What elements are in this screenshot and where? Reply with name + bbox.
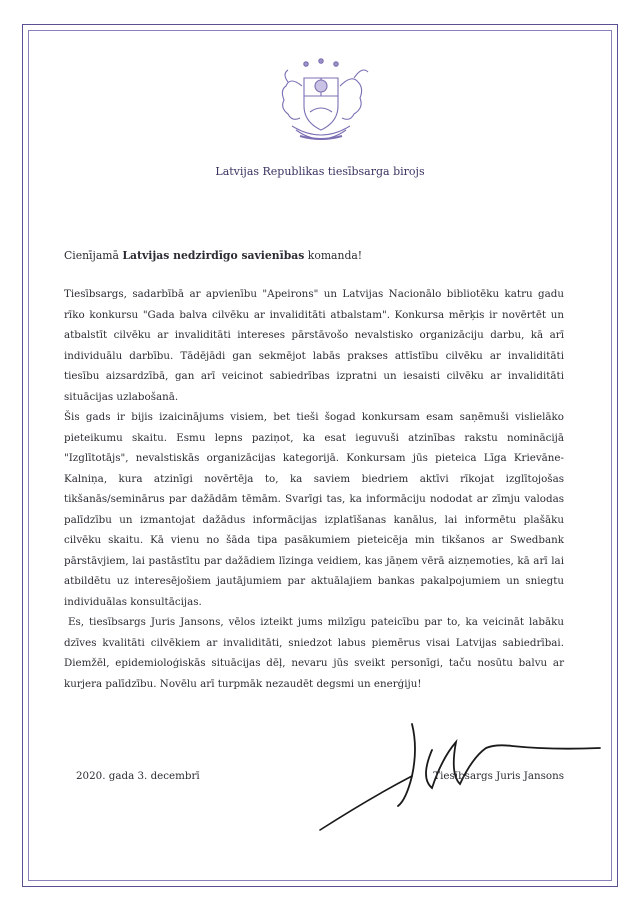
paragraph-1: Tiesībsargs, sadarbībā ar apvienību "Apeirons" un Latvijas Nacionālo bibliotēku katru gadu rīko konkursu "Gada balva cilvēku ar invaliditāti atbalstam". Konkursa mērķis ir novērtēt un atbalstīt cilvēku ar invaliditāti intereses pārstāvošo nevalstisko organizāciju darbu, kā arī individuālu darbību. Tādējādi gan sekmējot labās prakses attīstību cilvēku ar invaliditāti tiesību aizsardzībā, gan arī veicinot sabiedrības izpratni un iesaisti cilvēku ar invaliditāti situācijas uzlabošanā. xyxy=(64,288,564,403)
recipient-name: Latvijas nedzirdīgo savienības xyxy=(122,249,305,262)
greeting-prefix: Cienījamā xyxy=(64,249,123,262)
greeting-suffix: komanda! xyxy=(304,249,363,262)
paragraph-2: Šis gads ir bijis izaicinājums visiem, bet tieši šogad konkursam esam saņēmuši vislielāko pieteikumu skaitu. Esmu lepns paziņot, ka esat ieguvuši atzinības rakstu nominācijā "Izglītotājs", nevalstiskās organizācijas kategorijā. Konkursam jūs pieteica Līga Krievāne-Kalniņa, kura atzinīgi novērtēja to, ka saviem biedriem aktīvi rīkojat izglītojošas tikšanās/seminārus par dažādām tēmām. Svarīgi tas, ka informāciju nododat ar zīmju valodas palīdzību un izmantojat dažādus informācijas izplatīšanas kanālus, lai informētu plašāku cilvēku skaitu. Kā vienu no šāda tipa pasākumiem pieteicēja min tikšanos ar Swedbank pārstāvjiem, lai pastāstītu par dažādiem līzinga veidiem, kas jāņem vērā aizņemoties, kā arī lai atbildētu uz interesējošiem jautājumiem par aktuālajiem bankas pakalpojumiem un sniegtu individuālas konsultācijas. xyxy=(64,411,564,608)
greeting-line xyxy=(64,246,564,267)
letter-date: 2020. gada 3. decembrī xyxy=(76,770,200,782)
letter-body xyxy=(64,284,564,694)
paragraph-3: Es, tiesībsargs Juris Jansons, vēlos izteikt jums milzīgu pateicību par to, ka veicināt labāku dzīves kvalitāti cilvēkiem ar invaliditāti, sniedzot labus piemērus visai Latvijas sabiedrībai. Diemžēl, epidemioloģiskās situācijas dēļ, nevaru jūs sveikt personīgi, taču nosūtu balvu ar kurjera palīdzību. Novēlu arī turpmāk nezaudēt degsmi un enerģiju! xyxy=(64,616,564,690)
coat-of-arms-icon xyxy=(266,56,376,148)
signatory-name: Tiesībsargs Juris Jansons xyxy=(433,770,564,782)
office-name: Latvijas Republikas tiesībsarga birojs xyxy=(215,165,425,178)
